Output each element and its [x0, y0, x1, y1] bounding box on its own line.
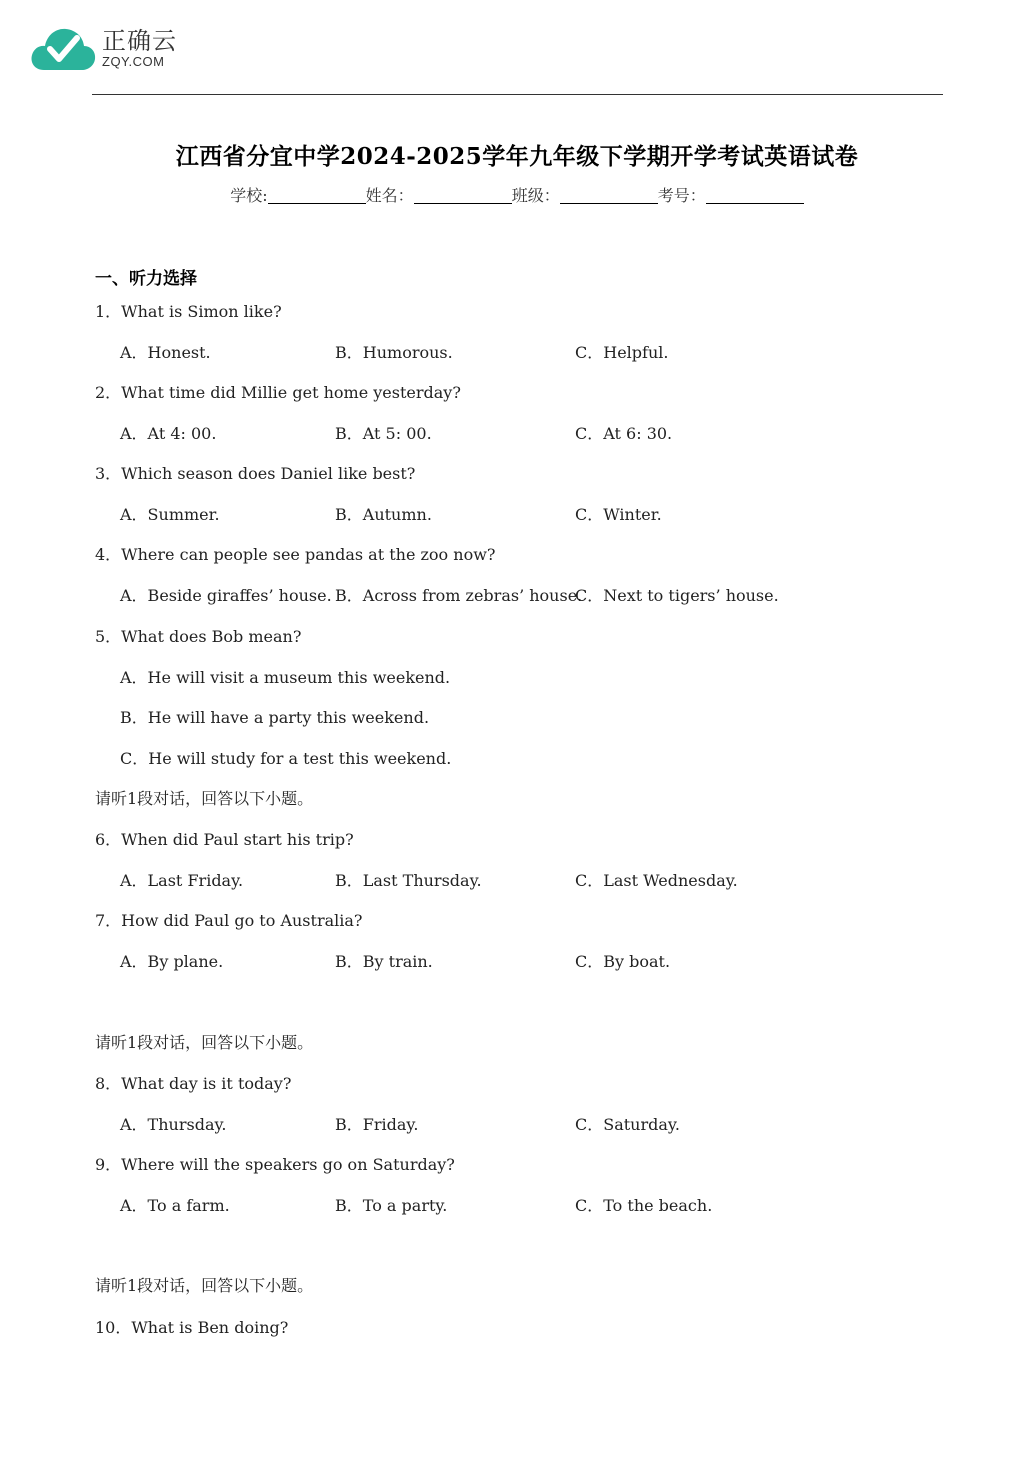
question-stem: 2．What time did Millie get home yesterday?	[95, 383, 461, 402]
option-c: C．Winter.	[575, 505, 662, 524]
option-a: A．To a farm.	[120, 1196, 230, 1215]
option-a: A．Thursday.	[120, 1115, 227, 1134]
header-divider	[92, 94, 943, 95]
class-label: 班级：	[511, 186, 560, 205]
option-b: B．Last Thursday.	[335, 871, 482, 890]
option-c: C．He will study for a test this weekend.	[120, 749, 452, 768]
option-c: C．Helpful.	[575, 343, 669, 362]
option-b: B．By train.	[335, 952, 433, 971]
option-b: B．Across from zebras’ house.	[335, 586, 583, 605]
name-blank	[414, 185, 512, 204]
option-c: C．By boat.	[575, 952, 671, 971]
listening-instruction: 请听1段对话，回答以下小题。	[95, 789, 314, 808]
exam-number-blank	[706, 185, 804, 204]
exam-title: 江西省分宜中学2024-2025学年九年级下学期开学考试英语试卷	[175, 143, 859, 170]
option-c: C．Saturday.	[575, 1115, 680, 1134]
option-a: A．He will visit a museum this weekend.	[120, 668, 451, 687]
name-label: 姓名：	[365, 186, 414, 205]
option-a: A．Honest.	[120, 343, 211, 362]
cloud-check-icon	[30, 24, 96, 72]
option-b: B．At 5: 00.	[335, 424, 432, 443]
class-blank	[560, 185, 658, 204]
question-stem: 7．How did Paul go to Australia?	[95, 911, 363, 930]
option-b: B．Friday.	[335, 1115, 419, 1134]
option-b: B．To a party.	[335, 1196, 448, 1215]
option-c: C．To the beach.	[575, 1196, 713, 1215]
option-a: A．Summer.	[120, 505, 220, 524]
brand-name-cn: 正确云	[102, 26, 177, 55]
option-a: A．Beside giraffes’ house.	[120, 586, 332, 605]
question-stem: 6．When did Paul start his trip?	[95, 830, 354, 849]
school-blank	[268, 185, 366, 204]
question-stem: 4．Where can people see pandas at the zoo now?	[95, 545, 496, 564]
option-a: A．At 4: 00.	[120, 424, 217, 443]
option-a: A．By plane.	[120, 952, 224, 971]
option-a: A．Last Friday.	[120, 871, 244, 890]
exam-number-label: 考号：	[657, 186, 706, 205]
question-stem: 10．What is Ben doing?	[95, 1318, 289, 1337]
section-title: 一、听力选择	[95, 269, 197, 289]
brand-logo	[30, 24, 177, 72]
option-b: B．Humorous.	[335, 343, 453, 362]
question-stem: 3．Which season does Daniel like best?	[95, 464, 416, 483]
option-b: B．He will have a party this weekend.	[120, 708, 430, 727]
option-c: C．Next to tigers’ house.	[575, 586, 779, 605]
question-stem: 5．What does Bob mean?	[95, 627, 302, 646]
listening-instruction: 请听1段对话，回答以下小题。	[95, 1276, 314, 1295]
student-info-line	[0, 183, 1034, 206]
question-stem: 8．What day is it today?	[95, 1074, 292, 1093]
option-c: C．At 6: 30.	[575, 424, 673, 443]
brand-name-en: ZQY.COM	[102, 53, 165, 69]
question-stem: 9．Where will the speakers go on Saturday?	[95, 1155, 455, 1174]
listening-instruction: 请听1段对话，回答以下小题。	[95, 1033, 314, 1052]
option-b: B．Autumn.	[335, 505, 432, 524]
question-stem: 1．What is Simon like?	[95, 302, 282, 321]
option-c: C．Last Wednesday.	[575, 871, 738, 890]
school-label: 学校:	[230, 186, 268, 205]
